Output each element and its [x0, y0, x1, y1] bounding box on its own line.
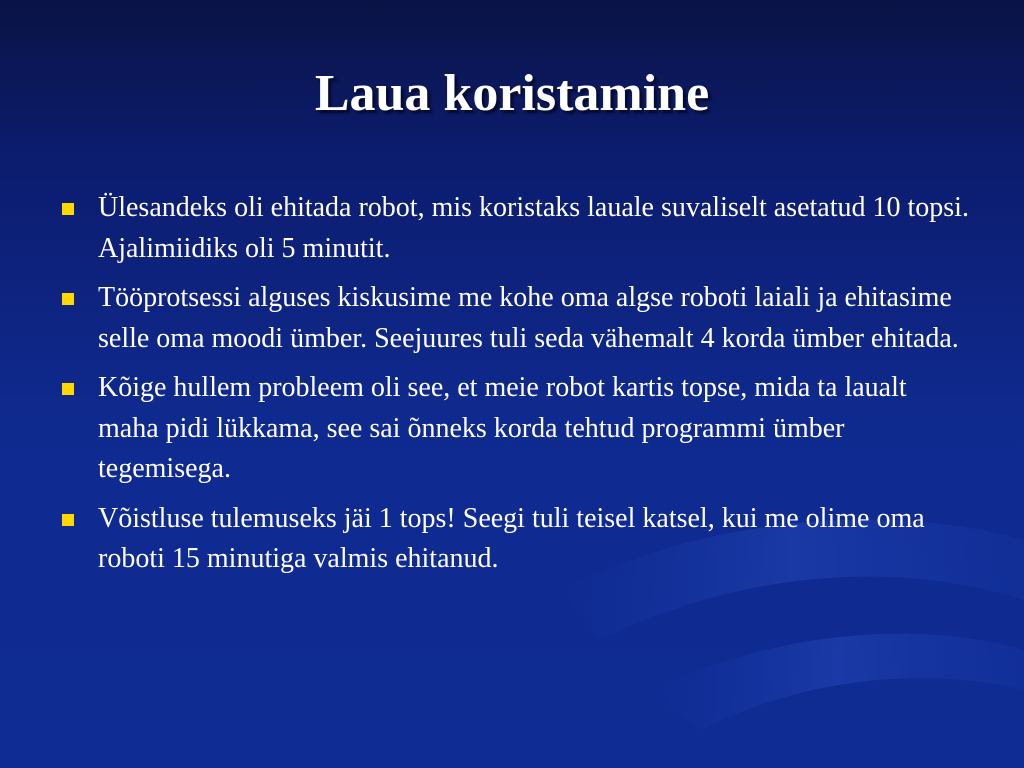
list-item	[62, 278, 972, 359]
bullet-text: Kõige hullem probleem oli see, et meie robot kartis topse, mida ta laualt maha pidi lükkama, see sai õnneks korda tehtud programmi ümber tegemisega.	[98, 372, 907, 484]
square-bullet-icon	[62, 514, 74, 526]
list-item	[62, 499, 972, 580]
list-item	[62, 368, 972, 490]
slide-title: Laua koristamine	[314, 65, 710, 122]
square-bullet-icon	[62, 293, 74, 305]
bullet-text: Võistluse tulemuseks jäi 1 tops! Seegi tuli teisel katsel, kui me olime oma roboti 15 minutiga valmis ehitanud.	[98, 502, 925, 574]
bullet-text: Ülesandeks oli ehitada robot, mis koristaks lauale suvaliselt asetatud 10 topsi. Ajalimiidiks oli 5 minutit.	[98, 192, 969, 264]
bullet-list	[62, 188, 972, 589]
bullet-text: Tööprotsessi alguses kiskusime me kohe oma algse roboti laiali ja ehitasime selle oma moodi ümber. Seejuures tuli seda vähemalt 4 korda ümber ehitada.	[98, 282, 959, 354]
square-bullet-icon	[62, 383, 74, 395]
square-bullet-icon	[62, 203, 74, 215]
list-item	[62, 188, 972, 269]
